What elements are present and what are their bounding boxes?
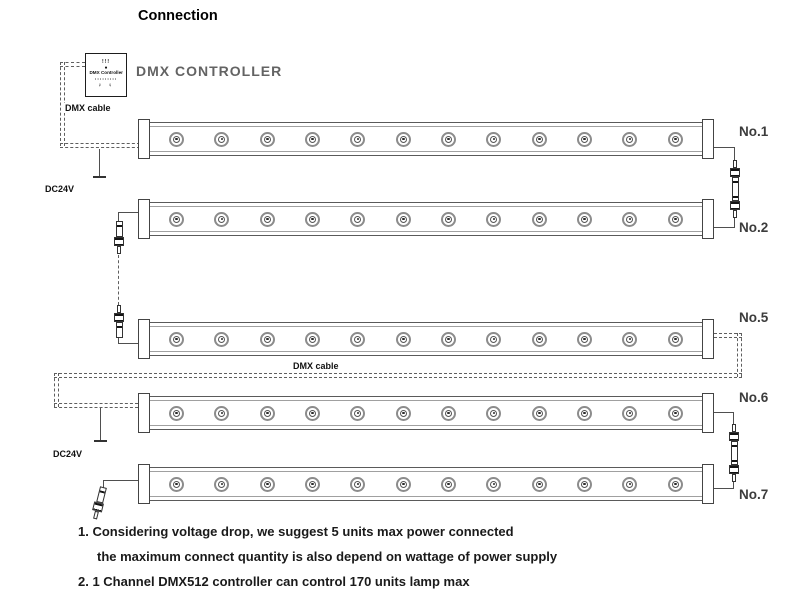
led-bar-no5 bbox=[138, 319, 714, 359]
led-lamp bbox=[305, 406, 320, 421]
led-lamp bbox=[260, 132, 275, 147]
led-lamp bbox=[532, 406, 547, 421]
led-lamp bbox=[441, 477, 456, 492]
led-lamp bbox=[214, 332, 229, 347]
link-wire bbox=[118, 212, 138, 213]
dmx-controller-box bbox=[85, 53, 127, 97]
bar-label-no2: No.2 bbox=[739, 220, 769, 235]
led-lamp bbox=[305, 132, 320, 147]
dmx-cable-wire bbox=[118, 255, 119, 305]
led-lamp bbox=[350, 132, 365, 147]
led-lamp bbox=[622, 406, 637, 421]
led-bar-no1 bbox=[138, 119, 714, 159]
link-wire bbox=[734, 147, 735, 161]
led-lamp bbox=[486, 132, 501, 147]
led-lamp bbox=[260, 406, 275, 421]
led-lamp bbox=[441, 132, 456, 147]
led-lamp bbox=[622, 212, 637, 227]
led-lamp bbox=[350, 477, 365, 492]
dmx-cable-wire bbox=[54, 373, 59, 407]
bar-end-cap bbox=[702, 319, 714, 359]
bar-end-cap bbox=[138, 199, 150, 239]
led-lamp bbox=[396, 477, 411, 492]
led-lamp bbox=[305, 212, 320, 227]
led-lamp bbox=[532, 212, 547, 227]
power-wire bbox=[100, 408, 101, 440]
led-lamp bbox=[577, 212, 592, 227]
bar-end-cap bbox=[138, 393, 150, 433]
dmx-cable-wire bbox=[60, 143, 140, 148]
bar-label-no7: No.7 bbox=[739, 487, 769, 502]
loose-connector-plug bbox=[88, 485, 110, 520]
led-lamp bbox=[577, 132, 592, 147]
led-row bbox=[154, 468, 698, 500]
controller-led-icon: ● bbox=[104, 64, 108, 71]
led-lamp bbox=[622, 477, 637, 492]
controller-box-label: DMX Controller bbox=[89, 70, 123, 76]
dmx-cable-wire bbox=[54, 403, 138, 408]
led-lamp bbox=[668, 212, 683, 227]
bar-end-cap bbox=[702, 393, 714, 433]
led-bar-no2 bbox=[138, 199, 714, 239]
power-wire bbox=[99, 149, 100, 176]
led-bar-no6 bbox=[138, 393, 714, 433]
bar-body bbox=[149, 396, 703, 430]
dmx-cable-label-mid: DMX cable bbox=[293, 361, 339, 371]
ground-symbol bbox=[93, 176, 106, 178]
led-lamp bbox=[169, 212, 184, 227]
led-lamp bbox=[577, 477, 592, 492]
connector-plug bbox=[112, 305, 126, 338]
bar-end-cap bbox=[702, 464, 714, 504]
led-lamp bbox=[532, 132, 547, 147]
led-lamp bbox=[396, 406, 411, 421]
led-lamp bbox=[260, 212, 275, 227]
connector-plug-pair bbox=[728, 160, 742, 218]
led-lamp bbox=[577, 332, 592, 347]
link-wire bbox=[118, 212, 119, 221]
link-wire bbox=[118, 343, 138, 344]
led-row bbox=[154, 397, 698, 429]
led-lamp bbox=[396, 332, 411, 347]
led-lamp bbox=[214, 406, 229, 421]
led-bar-no7 bbox=[138, 464, 714, 504]
led-lamp bbox=[169, 332, 184, 347]
bar-end-cap bbox=[138, 319, 150, 359]
controller-pins-icon: !!! bbox=[102, 59, 110, 66]
link-wire bbox=[714, 412, 734, 413]
led-lamp bbox=[396, 212, 411, 227]
ground-symbol bbox=[94, 440, 107, 442]
led-lamp bbox=[350, 406, 365, 421]
led-lamp bbox=[169, 406, 184, 421]
led-lamp bbox=[486, 406, 501, 421]
led-lamp bbox=[214, 477, 229, 492]
dmx-cable-wire bbox=[737, 333, 742, 377]
dmx-cable-wire bbox=[54, 373, 742, 378]
bar-body bbox=[149, 122, 703, 156]
bar-label-no1: No.1 bbox=[739, 124, 769, 139]
led-lamp bbox=[668, 477, 683, 492]
led-lamp bbox=[169, 132, 184, 147]
bar-end-cap bbox=[138, 464, 150, 504]
dmx-cable-label-top: DMX cable bbox=[65, 103, 111, 113]
link-wire bbox=[714, 227, 735, 228]
led-lamp bbox=[486, 477, 501, 492]
led-lamp bbox=[260, 332, 275, 347]
link-wire bbox=[714, 147, 735, 148]
link-wire bbox=[103, 480, 138, 481]
led-lamp bbox=[441, 332, 456, 347]
note-line-2: the maximum connect quantity is also depend on wattage of power supply bbox=[97, 549, 558, 564]
led-row bbox=[154, 123, 698, 155]
led-lamp bbox=[532, 332, 547, 347]
led-lamp bbox=[305, 332, 320, 347]
connector-plug bbox=[112, 221, 126, 254]
led-lamp bbox=[169, 477, 184, 492]
led-lamp bbox=[622, 132, 637, 147]
led-lamp bbox=[260, 477, 275, 492]
connector-plug-pair bbox=[727, 424, 741, 482]
led-lamp bbox=[441, 212, 456, 227]
note-line-1: 1. Considering voltage drop, we suggest 5 units max power connected bbox=[78, 524, 514, 539]
led-lamp bbox=[214, 212, 229, 227]
led-lamp bbox=[668, 132, 683, 147]
led-row bbox=[154, 203, 698, 235]
dmx-controller-label: DMX CONTROLLER bbox=[136, 63, 283, 79]
led-lamp bbox=[214, 132, 229, 147]
controller-dip-switch-icon: ········· bbox=[94, 76, 118, 83]
bar-end-cap bbox=[702, 199, 714, 239]
page-title: Connection bbox=[138, 8, 218, 24]
dc24v-label-bottom: DC24V bbox=[53, 449, 83, 459]
bar-end-cap bbox=[138, 119, 150, 159]
led-lamp bbox=[350, 212, 365, 227]
led-lamp bbox=[305, 477, 320, 492]
led-lamp bbox=[486, 332, 501, 347]
bar-label-no5: No.5 bbox=[739, 310, 769, 325]
led-lamp bbox=[577, 406, 592, 421]
link-wire bbox=[714, 488, 734, 489]
led-lamp bbox=[622, 332, 637, 347]
led-lamp bbox=[486, 212, 501, 227]
dc24v-label-top: DC24V bbox=[45, 184, 75, 194]
led-lamp bbox=[668, 406, 683, 421]
led-lamp bbox=[532, 477, 547, 492]
controller-ports-icon: ♀ ♀ bbox=[97, 83, 115, 90]
led-lamp bbox=[441, 406, 456, 421]
bar-label-no6: No.6 bbox=[739, 390, 769, 405]
led-row bbox=[154, 323, 698, 355]
bar-body bbox=[149, 202, 703, 236]
note-line-3: 2. 1 Channel DMX512 controller can control 170 units lamp max bbox=[78, 574, 470, 589]
bar-body bbox=[149, 467, 703, 501]
led-lamp bbox=[668, 332, 683, 347]
led-lamp bbox=[396, 132, 411, 147]
led-lamp bbox=[350, 332, 365, 347]
bar-body bbox=[149, 322, 703, 356]
bar-end-cap bbox=[702, 119, 714, 159]
